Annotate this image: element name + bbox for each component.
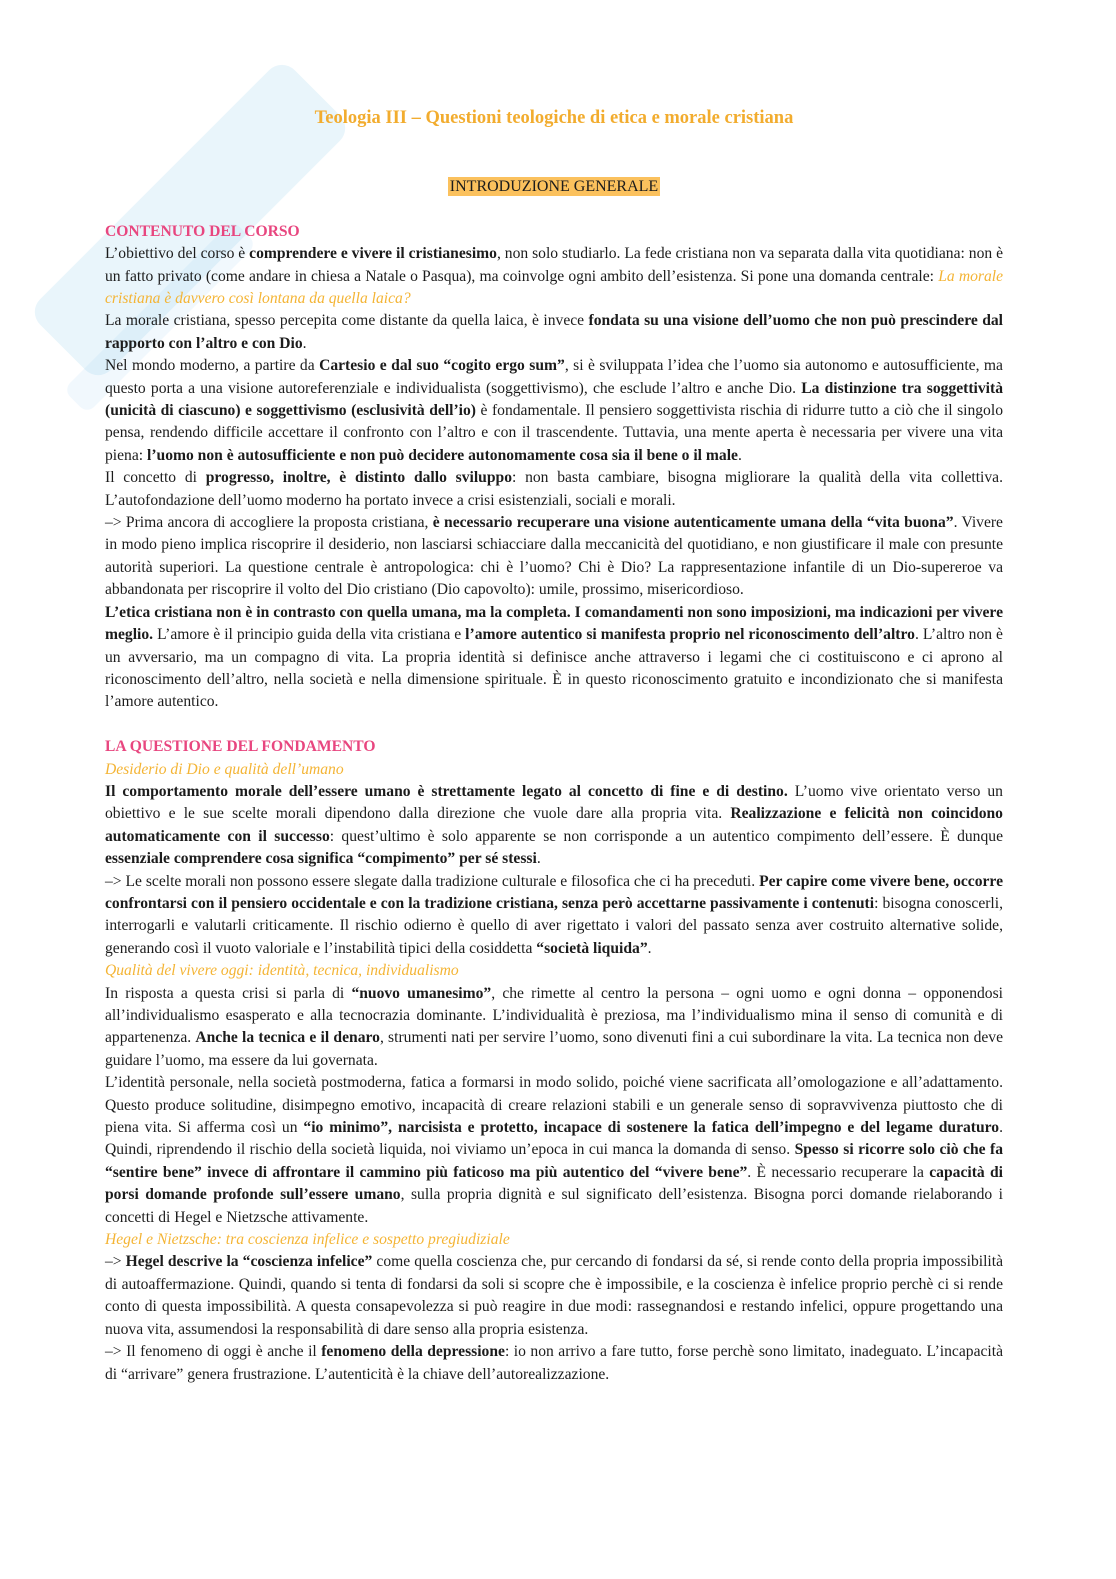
text-run: –> Prima ancora di accogliere la proposta cristiana, bbox=[105, 514, 433, 532]
text-run: L’obiettivo del corso è bbox=[105, 245, 250, 263]
bold-text-run: Per capire come vivere bene, occorre confrontarsi con il pensiero occidentale e con la tradizione cristiana, senza però accettarne passivamente i contenuti bbox=[105, 872, 1003, 912]
bold-text-run: fenomeno della depressione bbox=[321, 1343, 505, 1361]
bold-text-run: L’etica cristiana non è in contrasto con quella umana, ma la completa. I comandamenti non sono imposizioni, ma indicazioni per vivere meglio. bbox=[105, 603, 1003, 644]
text-run: . Vivere in modo pieno implica riscoprire il desiderio, non lasciarsi schiacciare dalla meccanicità del quotidiano, e non giustificare il male con presunte autorità superiori. La questione centrale è antropologica: chi è l’uomo? Chi è Dio? La rappresentazione infantile di un Dio-supereroe va abbandonata per riscoprire il volto del Dio cristiano (Dio capovolto): umile, prossimo, misericordioso. bbox=[105, 514, 1003, 599]
paragraph bbox=[105, 355, 1003, 467]
text-run: , sulla propria dignità e sul significato dell’esistenza. Bisogna porci domande rielaborando i concetti di Hegel e Nietzsche attivamente. bbox=[105, 1186, 1003, 1226]
text-run: . bbox=[536, 850, 541, 868]
bold-text-run: è necessario recuperare una visione autenticamente umana della “vita buona” bbox=[432, 514, 954, 532]
bold-text-run: Spesso si ricorre solo ciò che fa “sentire bene” invece di affrontare il cammino più faticoso ma più autentico del “vivere bene” bbox=[105, 1141, 1003, 1181]
paragraph bbox=[105, 1341, 1003, 1386]
bold-text-run: Realizzazione e felicità non coincidono automaticamente con il successo bbox=[105, 805, 1003, 845]
text-run: . È necessario recuperare la bbox=[747, 1163, 930, 1181]
document-subtitle bbox=[105, 176, 1003, 198]
document-section bbox=[105, 221, 1003, 714]
document-section bbox=[105, 736, 1003, 1386]
paragraph bbox=[105, 781, 1003, 871]
text-run: In risposta a questa crisi si parla di bbox=[105, 984, 352, 1002]
bold-text-run: progresso, inoltre, è distinto dallo sviluppo bbox=[205, 469, 512, 487]
bold-text-run: comprendere e vivere il cristianesimo bbox=[249, 245, 497, 263]
text-run: La morale cristiana, spesso percepita come distante da quella laica, è invece bbox=[105, 312, 589, 330]
text-run: . L’altro non è un avversario, ma un compagno di vita. La propria identità si definisce anche attraverso i legami che ci costituiscono e ci aprono al riconoscimento dell’altro, nella società e nella dimensione spirituale. È in questo riconoscimento gratuito e incondizionato che si manifesta l’amore autentico. bbox=[105, 626, 1003, 711]
bold-text-run: essenziale comprendere cosa significa “compimento” per sé stessi bbox=[105, 850, 537, 868]
bold-text-run: “io minimo”, narcisista e protetto, incapace di sostenere la fatica dell’impegno e del legame duraturo bbox=[303, 1119, 1000, 1137]
text-run: : io non arrivo a fare tutto, forse perchè sono limitato, inadeguato. L’incapacità di “arrivare” genera frustrazione. L’autenticità è la chiave dell’autorealizzazione. bbox=[105, 1343, 1003, 1383]
paragraph bbox=[105, 1251, 1003, 1341]
paragraph bbox=[105, 983, 1003, 1073]
text-run: L’amore è il principio guida della vita cristiana e bbox=[153, 626, 466, 644]
text-run: come quella coscienza che, pur cercando di fondarsi da sé, si rende conto della propria impossibilità di autoaffermazione. Quindi, quando si tenta di fondarsi da soli si scopre che è impossibile, e la coscienza è infelice proprio perchè ci si rende conto di questa impossibilità. A questa consapevolezza si può reagire in due modi: rassegnandosi e restando infelici, oppure progettando una nuova vita, assumendosi la responsabilità di dare senso alla propria esistenza. bbox=[105, 1253, 1003, 1338]
bold-text-run: capacità di porsi domande profonde sull’essere umano bbox=[105, 1163, 1003, 1204]
subsection-heading: Qualità del vivere oggi: identità, tecnica, individualismo bbox=[105, 962, 459, 980]
text-run: : bisogna conoscerli, interrogarli e valutarli criticamente. Il rischio odierno è quello di aver rigettato i valori del passato senza aver costruito alternative solide, generando così il vuoto valoriale e l’instabilità tipici della cosiddetta bbox=[105, 894, 1003, 957]
paragraph bbox=[105, 512, 1003, 602]
subtitle-highlight: INTRODUZIONE GENERALE bbox=[449, 178, 659, 195]
document-title: Teologia III – Questioni teologiche di etica e morale cristiana bbox=[314, 108, 794, 128]
text-run: –> bbox=[105, 1253, 126, 1271]
bold-text-run: La distinzione tra soggettività (unicità di ciascuno) e soggettivismo (esclusività dell’io) bbox=[105, 379, 1004, 420]
subsection-heading: Desiderio di Dio e qualità dell’umano bbox=[105, 760, 344, 778]
text-run: L’identità personale, nella società postmoderna, fatica a formarsi in modo solido, poiché viene sacrificata all’omologazione e all’adattamento. Questo produce solitudine, disimpegno emotivo, incapacità di creare relazioni stabili e un generale senso di sopravvivenza piuttosto che di piena vita. Si afferma così un bbox=[105, 1074, 1003, 1137]
bold-text-run: l’uomo non è autosufficiente e non può decidere autonomamente cosa sia il bene o il male bbox=[147, 446, 738, 464]
bold-text-run: “società liquida” bbox=[536, 939, 648, 957]
bold-text-run: Hegel descrive la “coscienza infelice” bbox=[125, 1253, 373, 1271]
paragraph bbox=[105, 602, 1003, 714]
paragraph bbox=[105, 467, 1003, 512]
paragraph bbox=[105, 243, 1003, 310]
bold-text-run: Anche la tecnica e il denaro bbox=[195, 1029, 380, 1047]
section-heading: CONTENUTO DEL CORSO bbox=[105, 222, 300, 240]
text-run: : non basta cambiare, bisogna migliorare la qualità della vita collettiva. L’autofondazione dell’uomo moderno ha portato invece a crisi esistenziali, sociali e morali. bbox=[105, 469, 1003, 509]
bold-text-run: “nuovo umanesimo” bbox=[351, 984, 492, 1002]
text-run: L’uomo vive orientato verso un obiettivo e le sue scelte morali dipendono dalla direzione che vuole dare alla propria vita. bbox=[105, 782, 1003, 823]
text-run: –> Il fenomeno di oggi è anche il bbox=[105, 1343, 322, 1361]
text-run: , si è sviluppata l’idea che l’uomo sia autonomo e autosufficiente, ma questo porta a una visione autoreferenziale e individualista (soggettivismo), che esclude l’altro e anche Dio. bbox=[105, 357, 1003, 397]
text-run: , che rimette al centro la persona – ogni uomo e ogni donna – opponendosi all’individualismo esasperato e alla tecnocrazia dominante. L’individualità è preziosa, ma l’individualismo mina il senso di comunità e di appartenenza. bbox=[105, 984, 1004, 1047]
bold-text-run: Il comportamento morale dell’essere umano è strettamente legato al concetto di fine e di destino. bbox=[105, 782, 788, 800]
document-content bbox=[105, 105, 1003, 1386]
text-run: . bbox=[737, 446, 742, 464]
bold-text-run: l’amore autentico si manifesta proprio nel riconoscimento dell’altro bbox=[465, 626, 915, 644]
bold-text-run: Cartesio e dal suo “cogito ergo sum” bbox=[319, 357, 565, 375]
italic-question-text: La morale cristiana è davvero così lontana da quella laica? bbox=[105, 267, 1004, 308]
text-run: . Quindi, riprendendo il rischio della società liquida, noi viviamo un’epoca in cui manca la domanda di senso. bbox=[105, 1119, 1003, 1159]
paragraph bbox=[105, 310, 1003, 355]
text-run: è fondamentale. Il pensiero soggettivista rischia di ridurre tutto a ciò che il singolo pensa, rendendo difficile accettare il confronto con l’altro e con il trascendente. Tuttavia, una mente aperta è necessaria per vivere una vita piena: bbox=[105, 402, 1003, 464]
text-run: –> Le scelte morali non possono essere slegate dalla tradizione culturale e filosofica che ci ha preceduti. bbox=[105, 872, 760, 890]
text-run: : quest’ultimo è solo apparente se non corrisponde a un autentico compimento dell’essere. È dunque bbox=[329, 827, 1003, 845]
subsection-heading: Hegel e Nietzsche: tra coscienza infelice e sospetto pregiudiziale bbox=[105, 1231, 510, 1249]
text-run: Il concetto di bbox=[105, 469, 206, 487]
text-run: , strumenti nati per servire l’uomo, sono divenuti fini a cui subordinare la vita. La tecnica non deve guidare l’uomo, ma essere da lui governata. bbox=[105, 1029, 1004, 1069]
text-run: . bbox=[302, 334, 307, 352]
document-body bbox=[105, 221, 1003, 1386]
text-run: , non solo studiarlo. La fede cristiana non va separata dalla vita quotidiana: non è un fatto privato (come andare in chiesa a Natale o Pasqua), ma coinvolge ogni ambito dell’esistenza. Si pone una domanda centrale: bbox=[105, 245, 1004, 285]
text-run: Nel mondo moderno, a partire da bbox=[105, 357, 320, 375]
section-heading: LA QUESTIONE DEL FONDAMENTO bbox=[105, 738, 376, 756]
text-run: . bbox=[647, 939, 652, 957]
paragraph bbox=[105, 1072, 1003, 1229]
paragraph bbox=[105, 871, 1003, 961]
bold-text-run: fondata su una visione dell’uomo che non può prescindere dal rapporto con l’altro e con Dio bbox=[105, 312, 1004, 352]
